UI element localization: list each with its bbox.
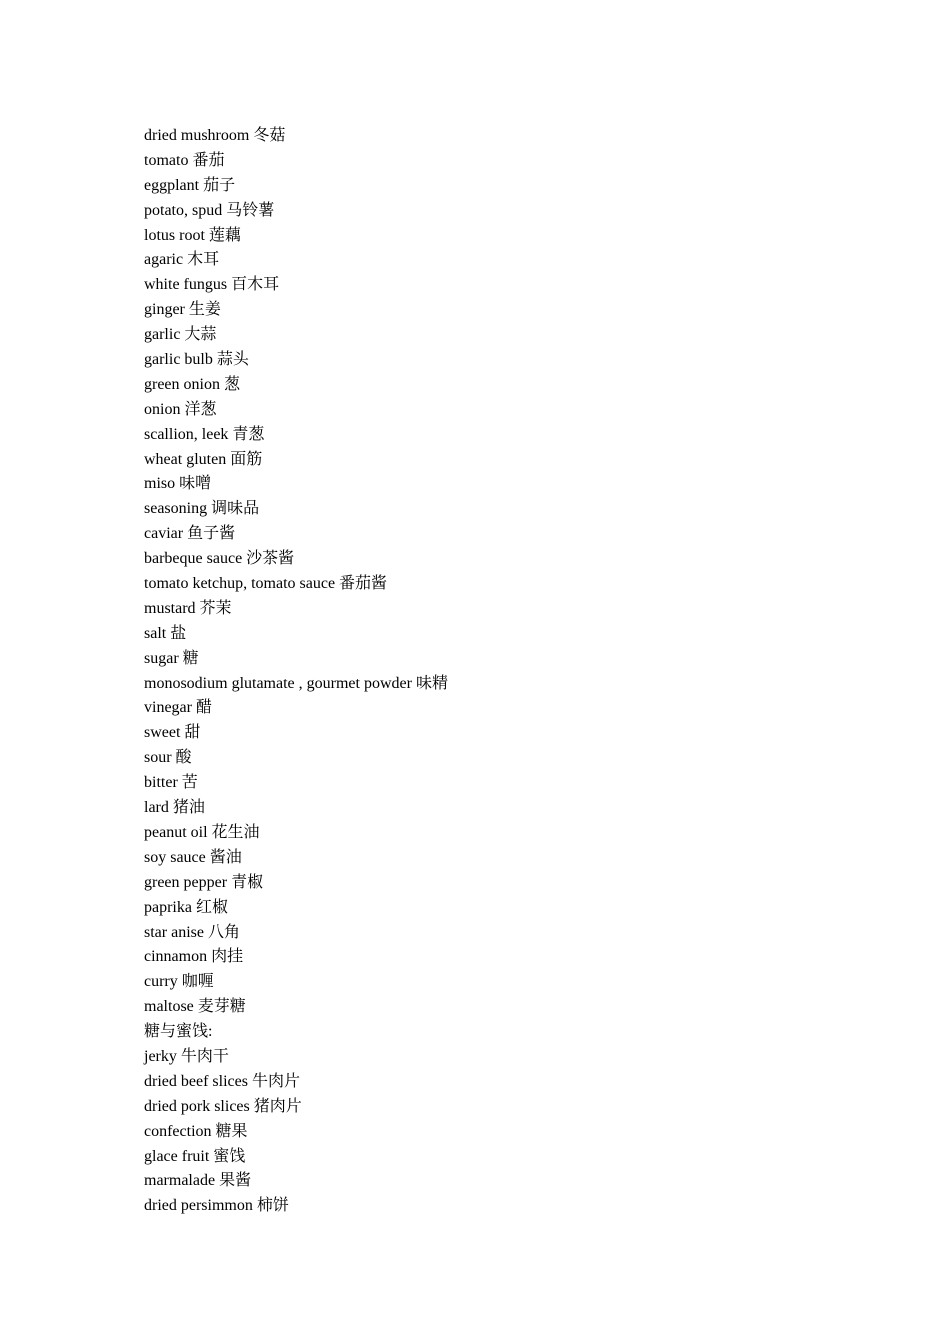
list-item: tomato 番茄 <box>144 151 225 169</box>
list-item: caviar 鱼子酱 <box>144 525 236 543</box>
list-item: dried pork slices 猪肉片 <box>144 1097 302 1115</box>
list-item: ginger 生姜 <box>144 301 221 319</box>
list-item: sweet 甜 <box>144 724 201 742</box>
list-item: white fungus 百木耳 <box>144 276 280 294</box>
list-item: jerky 牛肉干 <box>144 1047 229 1065</box>
list-item: marmalade 果酱 <box>144 1172 252 1190</box>
list-item: cinnamon 肉挂 <box>144 948 244 966</box>
list-item: wheat gluten 面筋 <box>144 450 263 468</box>
list-item: dried persimmon 柿饼 <box>144 1197 289 1215</box>
list-item: dried mushroom 冬菇 <box>144 127 286 144</box>
list-item: star anise 八角 <box>144 923 240 941</box>
list-item: green onion 葱 <box>144 375 240 393</box>
section-heading: 糖与蜜饯: <box>144 1023 213 1041</box>
list-item: green pepper 青椒 <box>144 873 264 891</box>
vocabulary-list <box>144 124 448 1219</box>
list-item: lard 猪油 <box>144 799 205 817</box>
list-item: vinegar 醋 <box>144 699 212 717</box>
list-item: curry 咖喱 <box>144 973 214 991</box>
list-item: onion 洋葱 <box>144 400 217 418</box>
list-item: lotus root 莲藕 <box>144 226 241 244</box>
list-item: potato, spud 马铃薯 <box>144 201 275 219</box>
list-item: dried beef slices 牛肉片 <box>144 1072 300 1090</box>
list-item: maltose 麦芽糖 <box>144 998 246 1016</box>
list-item: peanut oil 花生油 <box>144 823 260 841</box>
list-item: agaric 木耳 <box>144 251 220 269</box>
list-item: miso 味噌 <box>144 475 212 493</box>
list-item: seasoning 调味品 <box>144 500 260 518</box>
list-item: garlic bulb 蒜头 <box>144 351 249 369</box>
list-item: bitter 苦 <box>144 774 198 792</box>
list-item: scallion, leek 青葱 <box>144 425 265 443</box>
list-item: glace fruit 蜜饯 <box>144 1147 246 1165</box>
list-item: eggplant 茄子 <box>144 176 236 194</box>
list-item: mustard 芥茉 <box>144 599 232 617</box>
list-item: sour 酸 <box>144 749 192 767</box>
list-item: sugar 糖 <box>144 649 199 667</box>
list-item: confection 糖果 <box>144 1122 248 1140</box>
list-item: garlic 大蒜 <box>144 326 217 344</box>
list-item: monosodium glutamate , gourmet powder 味精 <box>144 674 448 692</box>
list-item: salt 盐 <box>144 624 187 642</box>
list-item: paprika 红椒 <box>144 898 228 916</box>
list-item: tomato ketchup, tomato sauce 番茄酱 <box>144 575 388 593</box>
list-item: barbeque sauce 沙茶酱 <box>144 550 295 568</box>
list-item: soy sauce 酱油 <box>144 848 242 866</box>
